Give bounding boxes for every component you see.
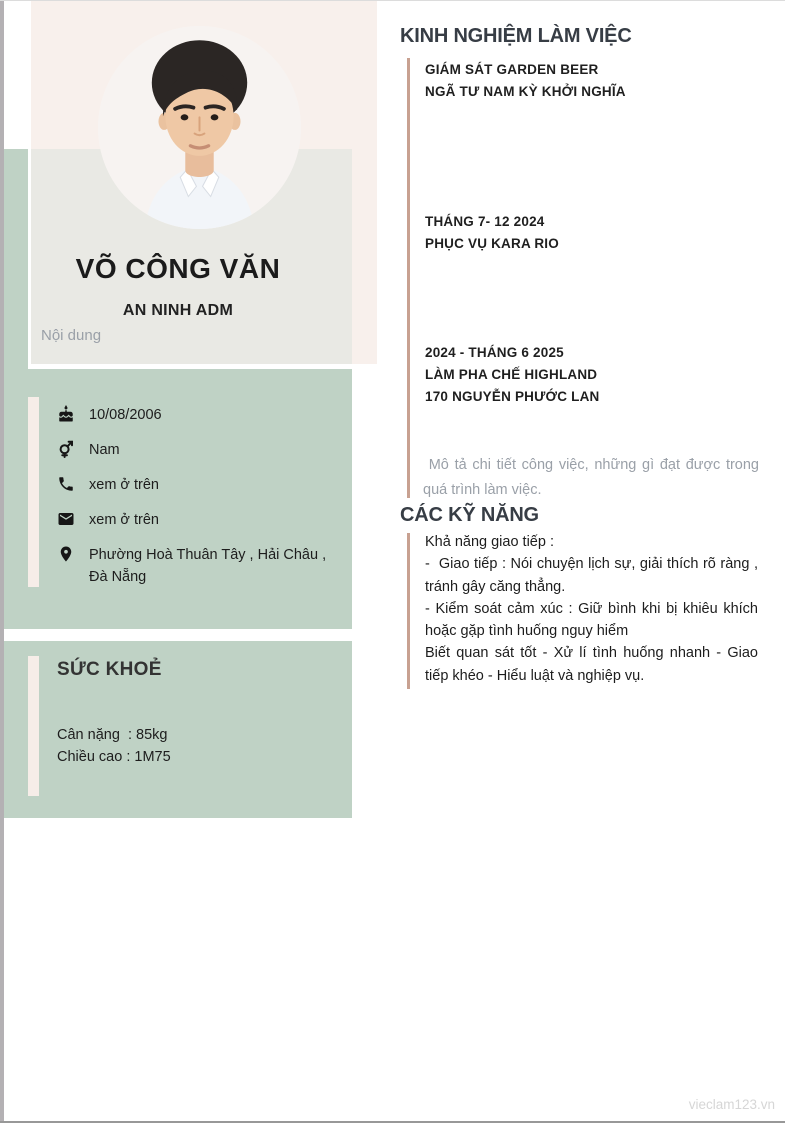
- experience-entry: [425, 342, 758, 408]
- birthday-value: 10/08/2006: [89, 407, 162, 423]
- page-left-edge: [0, 1, 4, 1123]
- contact-item-phone: [57, 474, 327, 496]
- email-icon: [57, 510, 75, 528]
- experience-entry: [425, 211, 758, 255]
- experience-entry-line: NGÃ TƯ NAM KỲ KHỞI NGHĨA: [425, 84, 626, 99]
- profile-job-title: AN NINH ADM: [122, 302, 234, 319]
- gender-value: Nam: [89, 442, 120, 458]
- experience-entry-line: PHỤC VỤ KARA RIO: [425, 236, 559, 251]
- skills-paragraph: Khả năng giao tiếp :: [425, 534, 554, 550]
- profile-photo: [98, 26, 301, 229]
- summary-placeholder[interactable]: Nội dung: [41, 327, 102, 344]
- experience-entry-line: 2024 - THÁNG 6 2025: [425, 345, 564, 360]
- skills-text: [425, 531, 763, 687]
- experience-heading: KINH NGHIỆM LÀM VIỆC: [400, 25, 632, 47]
- health-panel: [4, 641, 352, 818]
- profile-name: VÕ CÔNG VĂN: [75, 253, 281, 284]
- experience-entry-line: 170 NGUYỄN PHƯỚC LAN: [425, 389, 600, 404]
- health-lines: [57, 724, 171, 768]
- contact-item-address: [57, 544, 327, 588]
- watermark: vieclam123.vn: [688, 1097, 775, 1112]
- contact-accent-bar: [28, 397, 39, 587]
- skills-paragraph: Biết quan sát tốt - Xử lí tình huống nhanh - Giao tiếp khéo - Hiểu luật và nghiệp vụ.: [425, 645, 763, 684]
- contact-panel: [4, 369, 352, 629]
- experience-entry-line: GIÁM SÁT GARDEN BEER: [425, 62, 599, 77]
- contact-item-email: [57, 509, 327, 531]
- weight-line: Cân nặng : 85kg: [57, 727, 168, 743]
- contact-list: [57, 404, 327, 601]
- health-accent-bar: [28, 656, 39, 796]
- skills-section-line: [407, 533, 410, 689]
- skills-paragraph: - Kiểm soát cảm xúc : Giữ bình khi bị khiêu khích hoặc gặp tình huống nguy hiểm: [425, 600, 763, 640]
- skills-heading: CÁC KỸ NĂNG: [400, 504, 539, 526]
- experience-description-placeholder[interactable]: Mô tả chi tiết công việc, những gì đạt được trong quá trình làm việc.: [423, 457, 764, 498]
- phone-value: xem ở trên: [89, 477, 159, 493]
- experience-section-line: [407, 58, 410, 498]
- address-value: Phường Hoà Thuân Tây , Hải Châu , Đà Nẵng: [89, 547, 327, 585]
- phone-icon: [57, 475, 75, 493]
- location-icon: [57, 545, 75, 563]
- email-value: xem ở trên: [89, 512, 159, 528]
- cake-icon: [57, 405, 75, 423]
- skills-paragraph: - Giao tiếp : Nói chuyện lịch sự, giải thích rõ ràng , tránh gây căng thẳng.: [425, 556, 763, 595]
- height-line: Chiều cao : 1M75: [57, 749, 171, 765]
- health-heading: SỨC KHOẺ: [57, 659, 162, 680]
- experience-entry-line: THÁNG 7- 12 2024: [425, 214, 545, 229]
- portrait-illustration: [98, 26, 301, 229]
- contact-item-birthday: [57, 404, 327, 426]
- contact-item-gender: [57, 439, 327, 461]
- gender-icon: [57, 440, 75, 458]
- experience-entry: [425, 59, 758, 103]
- experience-entry-line: LÀM PHA CHẾ HIGHLAND: [425, 367, 598, 382]
